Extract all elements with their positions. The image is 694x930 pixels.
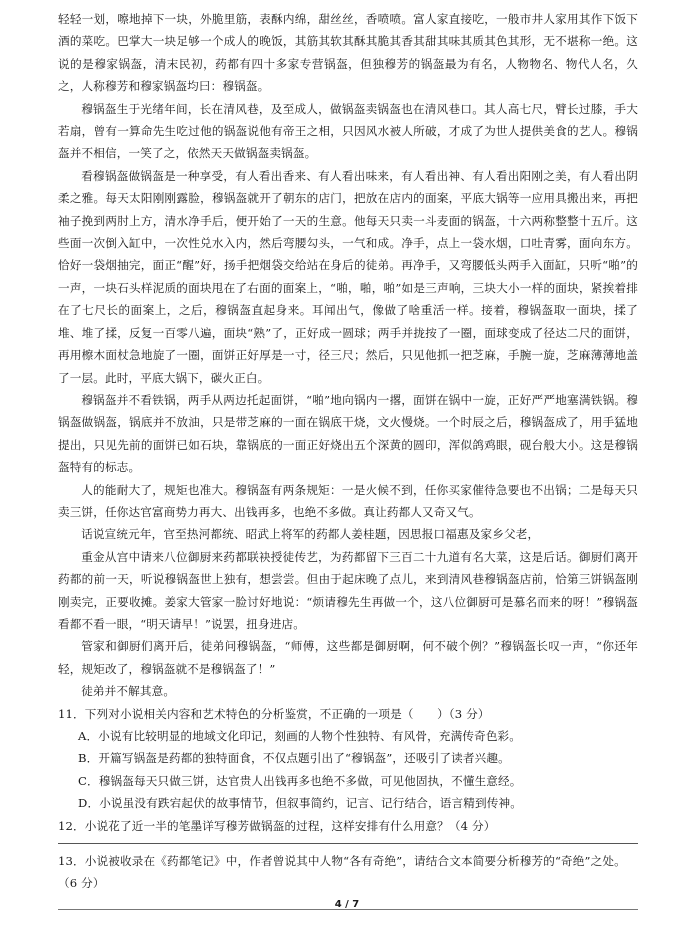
story-paragraph-7: 重金从宫中请来八位御厨来药都联袂授徒传艺，为药都留下三百二十九道有名大菜，这是后话。御厨们离开药都的前一天，听说穆锅盔世上独有，想尝尝。但由于起床晚了点儿，来到清风巷穆锅盔店前，恰第三饼锅盔刚刚卖完，正要收摊。姜家大管家一脸讨好地说：“烦请穆先生再做一个，这八位御厨可是慕名而来的呀！”穆锅盔看都不看一眼，“明天请早！”说罢，扭身进店。 [58, 549, 638, 631]
page-content [58, 8, 638, 910]
story-paragraph-2: 穆锅盔生于光绪年间，长在清风巷，及至成人，做锅盔卖锅盔也在清风巷口。其人高七尺，臂长过膝，手大若扇，曾有一算命先生吃过他的锅盔说他有帝王之相，只因风水被人所破，才成了为世人提供美食的艺人。穆锅盔并不相信，一笑了之，依然天天做锅盔卖锅盔。 [58, 101, 638, 161]
answer-line [58, 843, 638, 844]
story-paragraph-1: 轻轻一划，嚓地掉下一块，外脆里筋，表酥内绵，甜丝丝，香喷喷。富人家直接吃，一般市井人家用其作下饭下酒的菜吃。巴掌大一块足够一个成人的晚饭，其筋其软其酥其脆其香其甜其味其质其色其形，无不堪称一绝。这说的是穆家锅盔，清末民初，药都有四十多家专营锅盔，但独穆芳的锅盔最为有名，人物物名、物代人名，久之，人称穆芳和穆家锅盔均曰：穆锅盔。 [58, 12, 638, 94]
question-11-stem: 11．下列对小说相关内容和艺术特色的分析鉴赏，不正确的一项是（ ）（3 分） [58, 706, 490, 721]
story-paragraph-3: 看穆锅盔做锅盔是一种享受，有人看出香来、有人看出味来，有人看出神、有人看出阳刚之美，有人看出阴柔之雅。每天太阳刚刚露脸，穆锅盔就开了朝东的店门，把放在店内的面案，平底大锅等一应用具搬出来，再把袖子挽到两肘上方，清水净手后，便开始了一天的生意。他每天只卖一斗麦面的锅盔，十六两称整整十五斤。这些面一次倒入缸中，一次性兑水入内，然后弯腰勾头，一气和成。净手，点上一袋水烟，口吐青雾，面向东方。恰好一袋烟抽完，面正“醒”好，扬手把烟袋交给站在身后的徒弟。再净手，又弯腰低头两手入面缸，只听“啪”的一声，一块石头样泥质的面块甩在了右面的面案上，“啪，啪，啪”如是三声响，三块大小一样的面块，紧挨着排在了七尺长的面案上，之后，穆锅盔直起身来。耳闻出气，像做了啥重活一样。接着，穆锅盔取一面块，揉了堆、堆了揉，反复一百零八遍，面块“熟”了，正好成一圆球；两手并拢按了一圈，面球变成了径达二尺的面饼，再用檫木面杖急地旋了一圈，面饼正好厚是一寸，径三尺；然后，只见他抓一把芝麻，手腕一旋，芝麻薄薄地盖了一层。此时，平底大锅下，碳火正白。 [58, 168, 638, 385]
question-11-option-a: A．小说有比较明显的地域文化印记，刻画的人物个性独特、有风骨，充满传奇色彩。 [78, 729, 522, 743]
story-paragraph-4: 穆锅盔并不看铁锅，两手从两边托起面饼，“啪”地向锅内一撂，面饼在锅中一旋，正好严严地塞满铁锅。穆锅盔做锅盔，锅底并不放油，只是带芝麻的一面在锅底干烧，文火慢烧。一个时辰之后，穆锅盔成了，用手猛地提出，只见先前的面饼已如石块，靠锅底的一面正好烧出五个深黄的圆印，浑似鸽鸡眼，砚台般大小。这是穆锅盔特有的标志。 [58, 392, 638, 475]
question-13: 13．小说被收录在《药都笔记》中，作者曾说其中人物“各有奇绝”，请结合文本简要分析穆芳的“奇绝”之处。（6 分） [58, 854, 626, 891]
page-number: 4 / 7 [334, 899, 360, 910]
story-paragraph-6: 话说宣统元年，官至热河都统、昭武上将军的药都人姜桂题，因思报口福惠及家乡父老， [81, 527, 540, 542]
story-paragraph-8: 管家和御厨们离开后，徒弟问穆锅盔，“师傅，这些都是御厨啊，何不破个例？”穆锅盔长叹一声，“你还年轻，规矩改了，穆锅盔就不是穆锅盔了！” [58, 639, 638, 676]
question-12: 12．小说花了近一半的笔墨详写穆芳做锅盔的过程，这样安排有什么用意？（4 分） [58, 818, 496, 833]
question-11-option-b: B．开篇写锅盔是药都的独特面食，不仅点题引出了“穆锅盔”，还吸引了读者兴趣。 [78, 751, 510, 766]
story-paragraph-9: 徒弟并不解其意。 [81, 684, 176, 699]
question-11-option-d: D．小说虽没有跌宕起伏的故事情节，但叙事简约，记言、记行结合，语言精到传神。 [78, 796, 522, 811]
question-11-option-c: C．穆锅盔每天只做三饼，达官贵人出钱再多也绝不多做，可见他固执，不懂生意经。 [78, 773, 522, 788]
story-paragraph-5: 人的能耐大了，规矩也准大。穆锅盔有两条规矩：一是火候不到，任你买家催待急要也不出锅；二是每天只卖三饼，任你达官富商势力再大、出钱再多，也绝不多做。真让药都人又奇又气。 [58, 482, 638, 519]
